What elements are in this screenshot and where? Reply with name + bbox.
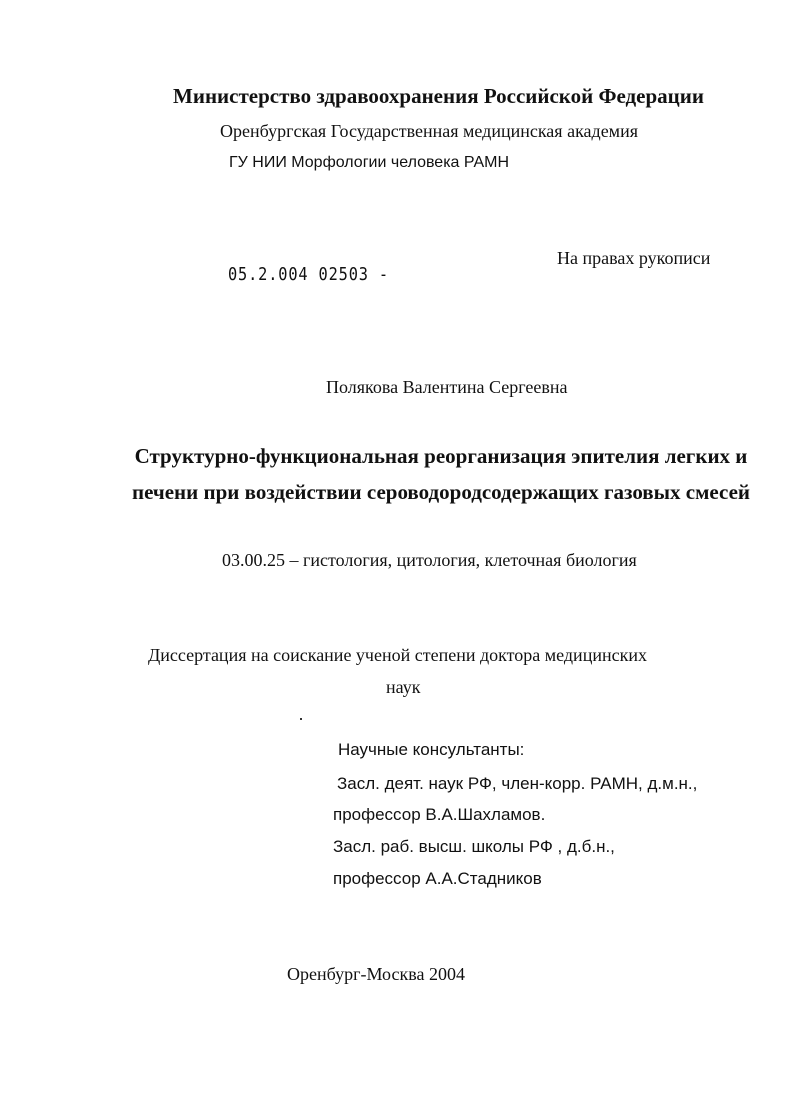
author-name: Полякова Валентина Сергеевна [326,377,568,397]
consultant-line: профессор В.А.Шахламов. [333,805,546,824]
academy-name: Оренбургская Государственная медицинская академия [220,121,638,141]
rights-notice: На правах рукописи [557,248,711,268]
degree-line-1: Диссертация на соискание ученой степени доктора медицинских [148,645,647,665]
ministry-name: Министерство здравоохранения Российской Федерации [173,84,704,108]
consultants-heading: Научные консультанты: [338,740,525,759]
registration-stamp: 05.2.004 02503 - [228,264,389,285]
city-year: Оренбург-Москва 2004 [287,964,465,984]
specialty-code: 03.00.25 – гистология, цитология, клеточная биология [222,550,637,570]
stray-dot [300,718,302,720]
degree-line-2: наук [386,677,421,697]
consultant-line: Засл. деят. наук РФ, член-корр. РАМН, д.м.н., [337,774,698,793]
consultant-line: профессор А.А.Стадников [333,869,542,888]
institute-name: ГУ НИИ Морфологии человека РАМН [229,154,510,171]
dissertation-title: Структурно-функциональная реорганизация эпителия легких и печени при воздействии сероводородсодержащих газовых смесей [132,444,750,504]
consultant-line: Засл. раб. высш. школы РФ , д.б.н., [333,837,615,856]
